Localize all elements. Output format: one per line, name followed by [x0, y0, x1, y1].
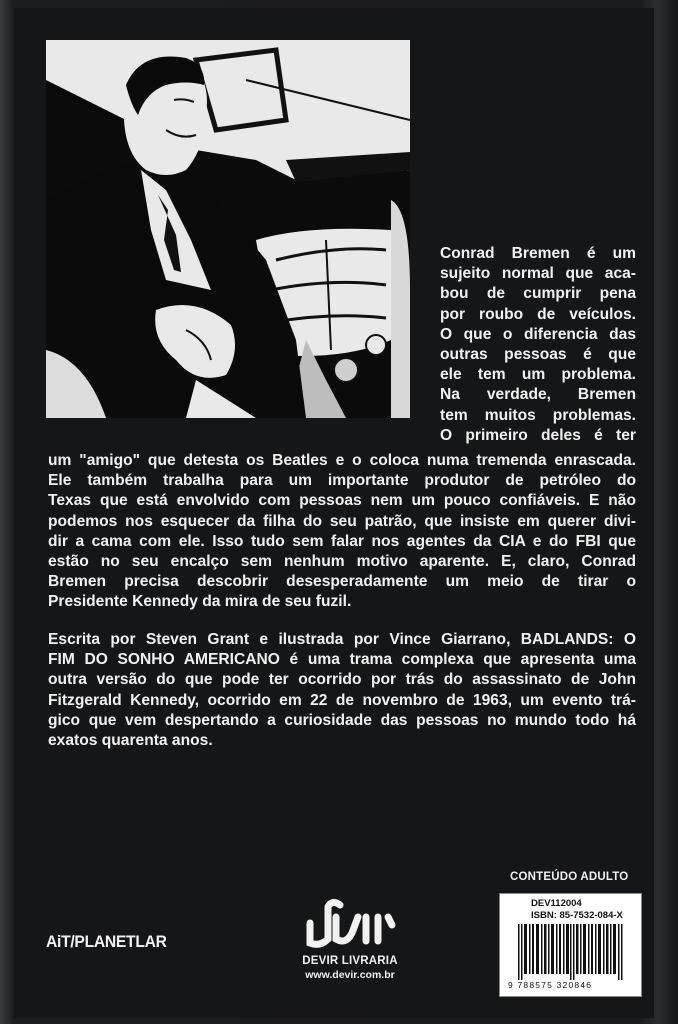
rating-label: CONTEÚDO ADULTO — [510, 871, 629, 883]
isbn-text: ISBN: 85-7532-084-X — [531, 910, 623, 921]
text-line: por roubo de veículos. — [440, 305, 636, 323]
text-line: estão no seu encalço sem nenhum motivo aparente. E, claro, Conrad — [48, 553, 636, 571]
text-line: exatos quarenta anos. — [48, 732, 213, 750]
barcode-bars-icon — [518, 924, 624, 980]
body-paragraph-2 — [48, 630, 636, 751]
text-line: Conrad Bremen é um — [440, 245, 636, 262]
devir-name: DEVIR LIVRARIA — [302, 955, 398, 967]
text-line: outras pessoas é que — [440, 346, 636, 364]
barcode — [499, 893, 642, 997]
text-line: sujeito normal que aca- — [440, 265, 636, 283]
text-line: Ele também trabalha para um importante produtor de petróleo do — [48, 472, 636, 490]
text-line: podemos nos esquecer da filha do seu patrão, que insiste em querer divi- — [48, 512, 636, 530]
text-line: um "amigo" que detesta os Beatles e o coloca numa tremenda enrascada. — [48, 452, 636, 469]
product-code: DEV112004 — [531, 898, 582, 909]
side-paragraph — [440, 244, 636, 446]
barcode-number: 9 788575 320846 — [508, 980, 593, 990]
text-line: Bremen precisa descobrir desesperadamente um meio de tirar o — [48, 573, 636, 591]
devir-url: www.devir.com.br — [305, 969, 395, 981]
kennedy-illustration — [46, 40, 410, 418]
text-line: Texas que está envolvido com pessoas nem um pouco confiáveis. E não — [48, 492, 636, 510]
devir-logo — [290, 895, 410, 995]
text-line: Na verdade, Bremen — [440, 386, 636, 404]
text-line: Fitzgerald Kennedy, ocorrido em 22 de novembro de 1963, um evento trá- — [48, 691, 636, 709]
body-paragraph-1 — [48, 451, 636, 613]
devir-mark-icon — [302, 895, 398, 953]
text-line: FIM DO SONHO AMERICANO é uma trama complexa que apresenta uma — [48, 651, 636, 669]
text-line: bou de cumprir pena — [440, 285, 636, 303]
text-line: outra versão do que pode ter ocorrido por trás do assassinato de John — [48, 671, 636, 689]
text-line: O primeiro deles é ter — [440, 426, 636, 444]
publisher-logo: AiT/PLANETLAR — [46, 932, 167, 951]
text-line: O que o diferencia das — [440, 325, 636, 343]
text-line: Presidente Kennedy da mira de seu fuzil. — [48, 593, 352, 611]
text-line: Escrita por Steven Grant e ilustrada por Vince Giarrano, BADLANDS: O — [48, 631, 636, 648]
text-line: gico que vem despertando a curiosidade das pessoas no mundo todo há — [48, 711, 636, 729]
text-line: tem muitos problemas. — [440, 406, 636, 424]
text-line: dir a cama com ele. Isso tudo sem falar nos agentes da CIA e do FBI que — [48, 532, 636, 550]
text-line: ele tem um problema. — [440, 366, 636, 384]
